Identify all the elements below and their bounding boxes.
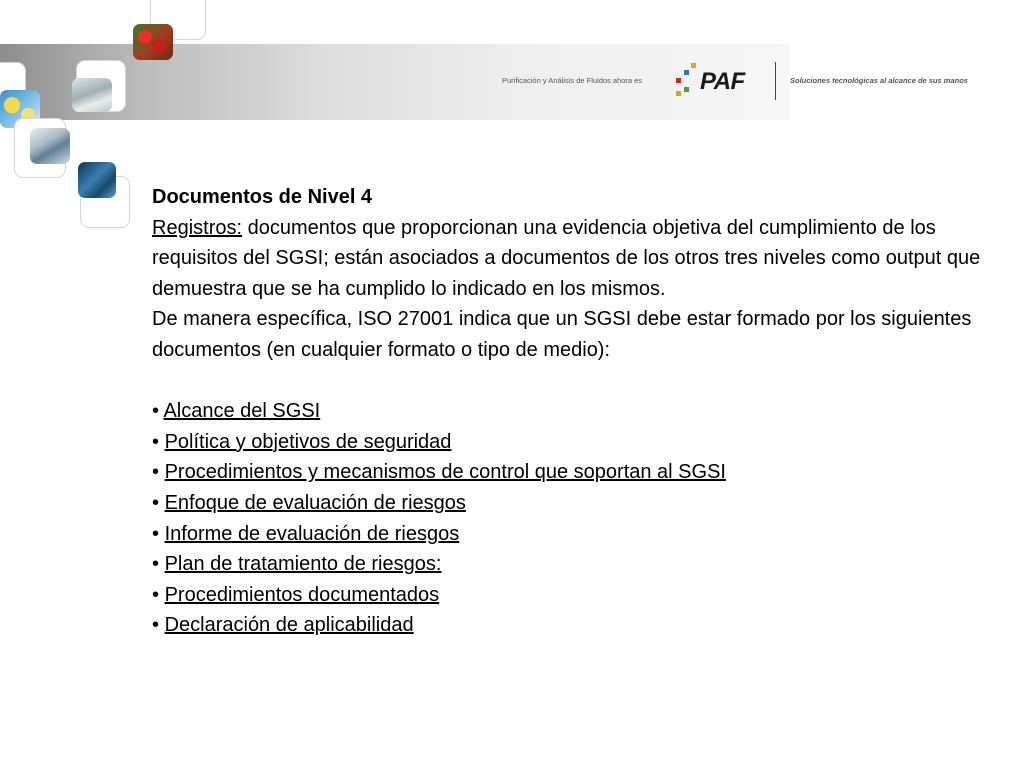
bullet-mark: • <box>152 522 160 545</box>
list-item-text: Enfoque de evaluación de riesgos <box>164 491 466 514</box>
industrial-photo-tile <box>78 162 116 198</box>
bullet-mark: • <box>152 583 160 606</box>
list-item-text: Informe de evaluación de riesgos <box>164 522 460 545</box>
iso-paragraph: De manera específica, ISO 27001 indica que un SGSI debe estar formado por los siguientes documentos (en cualquier formato o tipo de medio): <box>152 308 972 361</box>
paf-logo <box>672 60 764 102</box>
lab-photo-tile <box>72 78 112 112</box>
logo-dot-blue <box>684 70 689 75</box>
registros-label: Registros: <box>152 216 243 239</box>
logo-dot-green <box>684 87 689 92</box>
slide-content <box>152 182 982 641</box>
bullet-mark: • <box>152 553 160 576</box>
logo-dot-red <box>676 78 681 83</box>
list-item <box>152 488 982 519</box>
list-item-text: Plan de tratamiento de riesgos: <box>164 553 442 576</box>
page-title: Documentos de Nivel 4 <box>152 186 373 208</box>
document-list <box>152 396 982 641</box>
list-item-text: Declaración de aplicabilidad <box>164 614 414 637</box>
logo-dot-yellow-2 <box>676 91 681 96</box>
sampling-photo-tile <box>30 128 70 164</box>
list-item-text: Procedimientos documentados <box>164 583 440 606</box>
spacer <box>152 366 982 397</box>
header-tagline-left: Purificación y Análisis de Fluidos ahora es <box>502 76 643 85</box>
logo-text: PAF <box>700 68 745 95</box>
registros-text: documentos que proporcionan una evidencia objetiva del cumplimiento de los requisitos del SGSI; están asociados a documentos de los otros tres niveles como output que demuestra que se ha cumplido lo indicado en los mismos. <box>152 216 981 300</box>
bullet-mark: • <box>152 461 160 484</box>
list-item <box>152 519 982 550</box>
bullet-mark: • <box>152 430 160 453</box>
list-item <box>152 549 982 580</box>
list-item <box>152 610 982 641</box>
registros-paragraph <box>152 213 982 305</box>
bullet-mark: • <box>152 614 160 637</box>
food-photo-tile <box>133 24 173 60</box>
list-item-text: Procedimientos y mecanismos de control que soportan al SGSI <box>164 461 726 484</box>
list-item <box>152 580 982 611</box>
list-item <box>152 427 982 458</box>
logo-divider <box>775 62 776 100</box>
logo-dot-yellow <box>691 63 696 68</box>
header-tagline-right: Soluciones tecnológicas al alcance de sus manos <box>790 76 968 85</box>
list-item <box>152 457 982 488</box>
list-item-text: Alcance del SGSI <box>163 400 321 423</box>
list-item <box>152 396 982 427</box>
list-item-text: Política y objetivos de seguridad <box>164 430 452 453</box>
bullet-mark: • <box>152 400 160 423</box>
bullet-mark: • <box>152 491 160 514</box>
